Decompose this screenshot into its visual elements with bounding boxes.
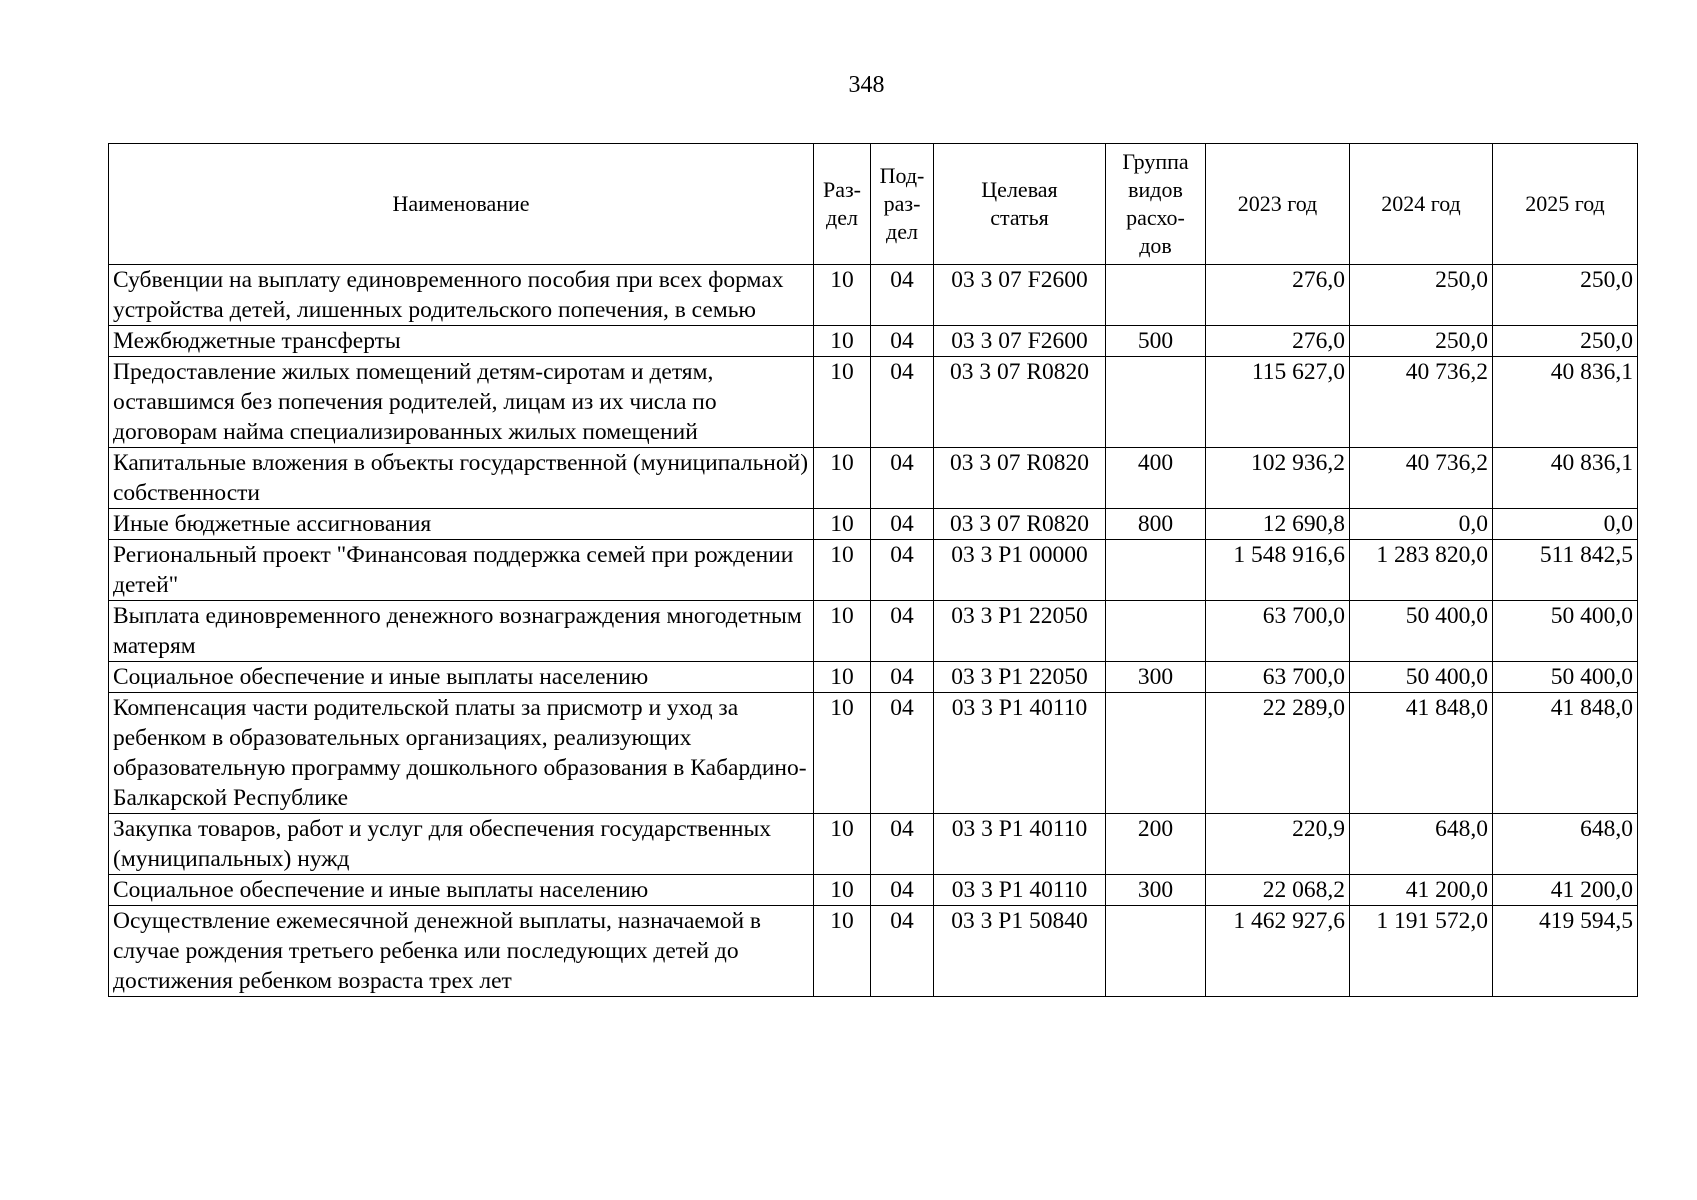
row-2023: 115 627,0 <box>1206 357 1350 448</box>
row-2024: 648,0 <box>1350 814 1493 875</box>
row-target: 03 3 P1 50840 <box>934 906 1106 997</box>
row-2023: 63 700,0 <box>1206 662 1350 693</box>
row-2024: 50 400,0 <box>1350 601 1493 662</box>
row-2024: 1 283 820,0 <box>1350 540 1493 601</box>
row-section: 10 <box>814 540 871 601</box>
row-section: 10 <box>814 448 871 509</box>
row-section: 10 <box>814 814 871 875</box>
row-target: 03 3 07 R0820 <box>934 357 1106 448</box>
row-2024: 41 848,0 <box>1350 693 1493 814</box>
row-subsection: 04 <box>871 906 934 997</box>
header-subsection: Под- раз- дел <box>871 144 934 265</box>
row-subsection: 04 <box>871 693 934 814</box>
row-2025: 50 400,0 <box>1493 662 1638 693</box>
header-year-2025: 2025 год <box>1493 144 1638 265</box>
row-2023: 1 548 916,6 <box>1206 540 1350 601</box>
row-group: 500 <box>1106 326 1206 357</box>
row-group: 300 <box>1106 875 1206 906</box>
row-target: 03 3 P1 00000 <box>934 540 1106 601</box>
row-group: 400 <box>1106 448 1206 509</box>
row-2025: 250,0 <box>1493 265 1638 326</box>
row-2024: 50 400,0 <box>1350 662 1493 693</box>
row-2024: 40 736,2 <box>1350 448 1493 509</box>
table-row <box>109 601 1638 662</box>
table-header-row <box>109 144 1638 265</box>
row-2024: 250,0 <box>1350 265 1493 326</box>
row-2025: 419 594,5 <box>1493 906 1638 997</box>
row-2025: 40 836,1 <box>1493 448 1638 509</box>
row-subsection: 04 <box>871 662 934 693</box>
row-target: 03 3 07 F2600 <box>934 265 1106 326</box>
row-subsection: 04 <box>871 326 934 357</box>
row-section: 10 <box>814 601 871 662</box>
row-2025: 250,0 <box>1493 326 1638 357</box>
row-subsection: 04 <box>871 448 934 509</box>
row-2024: 0,0 <box>1350 509 1493 540</box>
row-target: 03 3 07 R0820 <box>934 509 1106 540</box>
row-section: 10 <box>814 357 871 448</box>
row-group: 300 <box>1106 662 1206 693</box>
row-section: 10 <box>814 662 871 693</box>
row-subsection: 04 <box>871 814 934 875</box>
row-group <box>1106 540 1206 601</box>
row-2025: 40 836,1 <box>1493 357 1638 448</box>
table-row <box>109 875 1638 906</box>
row-2023: 102 936,2 <box>1206 448 1350 509</box>
row-section: 10 <box>814 326 871 357</box>
row-name: Субвенции на выплату единовременного пособия при всех формах устройства детей, лишенных родительского попечения, в семью <box>109 265 814 326</box>
row-2025: 41 848,0 <box>1493 693 1638 814</box>
row-2025: 511 842,5 <box>1493 540 1638 601</box>
row-group: 800 <box>1106 509 1206 540</box>
row-target: 03 3 P1 40110 <box>934 875 1106 906</box>
row-name: Социальное обеспечение и иные выплаты населению <box>109 662 814 693</box>
row-name: Закупка товаров, работ и услуг для обеспечения государственных (муниципальных) нужд <box>109 814 814 875</box>
row-target: 03 3 P1 40110 <box>934 693 1106 814</box>
row-target: 03 3 07 F2600 <box>934 326 1106 357</box>
row-name: Социальное обеспечение и иные выплаты населению <box>109 875 814 906</box>
header-expense-group: Группа видов расхо- дов <box>1106 144 1206 265</box>
header-section: Раз- дел <box>814 144 871 265</box>
row-2023: 22 289,0 <box>1206 693 1350 814</box>
row-name: Капитальные вложения в объекты государственной (муниципальной) собственности <box>109 448 814 509</box>
row-name: Региональный проект "Финансовая поддержка семей при рождении детей" <box>109 540 814 601</box>
row-section: 10 <box>814 875 871 906</box>
row-2025: 0,0 <box>1493 509 1638 540</box>
budget-table <box>108 143 1638 997</box>
table-row <box>109 326 1638 357</box>
row-2023: 63 700,0 <box>1206 601 1350 662</box>
row-2023: 12 690,8 <box>1206 509 1350 540</box>
row-2025: 648,0 <box>1493 814 1638 875</box>
row-name: Предоставление жилых помещений детям-сиротам и детям, оставшимся без попечения родителей, лицам из их числа по договорам найма специализированных жилых помещений <box>109 357 814 448</box>
row-section: 10 <box>814 906 871 997</box>
header-year-2023: 2023 год <box>1206 144 1350 265</box>
row-group <box>1106 601 1206 662</box>
row-name: Осуществление ежемесячной денежной выплаты, назначаемой в случае рождения третьего ребенка или последующих детей до достижения ребенком возраста трех лет <box>109 906 814 997</box>
table-row <box>109 357 1638 448</box>
row-2023: 276,0 <box>1206 326 1350 357</box>
row-subsection: 04 <box>871 509 934 540</box>
row-target: 03 3 P1 40110 <box>934 814 1106 875</box>
row-name: Иные бюджетные ассигнования <box>109 509 814 540</box>
table-row <box>109 662 1638 693</box>
row-2024: 250,0 <box>1350 326 1493 357</box>
table-row <box>109 265 1638 326</box>
row-2025: 50 400,0 <box>1493 601 1638 662</box>
header-target-article: Целевая статья <box>934 144 1106 265</box>
row-subsection: 04 <box>871 357 934 448</box>
row-2024: 40 736,2 <box>1350 357 1493 448</box>
row-subsection: 04 <box>871 875 934 906</box>
row-2023: 22 068,2 <box>1206 875 1350 906</box>
row-group <box>1106 693 1206 814</box>
row-name: Компенсация части родительской платы за присмотр и уход за ребенком в образовательных организациях, реализующих образовательную программу дошкольного образования в Кабардино-Балкарской Республике <box>109 693 814 814</box>
row-2025: 41 200,0 <box>1493 875 1638 906</box>
table-row <box>109 693 1638 814</box>
table-row <box>109 540 1638 601</box>
row-target: 03 3 P1 22050 <box>934 662 1106 693</box>
header-name: Наименование <box>109 144 814 265</box>
row-2023: 220,9 <box>1206 814 1350 875</box>
row-name: Выплата единовременного денежного вознаграждения многодетным матерям <box>109 601 814 662</box>
table-row <box>109 448 1638 509</box>
row-group <box>1106 906 1206 997</box>
row-group <box>1106 357 1206 448</box>
table-row <box>109 509 1638 540</box>
row-subsection: 04 <box>871 601 934 662</box>
table-row <box>109 906 1638 997</box>
row-2024: 1 191 572,0 <box>1350 906 1493 997</box>
row-name: Межбюджетные трансферты <box>109 326 814 357</box>
row-subsection: 04 <box>871 265 934 326</box>
row-group: 200 <box>1106 814 1206 875</box>
row-section: 10 <box>814 693 871 814</box>
page-number: 348 <box>848 72 885 98</box>
row-2024: 41 200,0 <box>1350 875 1493 906</box>
row-target: 03 3 07 R0820 <box>934 448 1106 509</box>
table-row <box>109 814 1638 875</box>
row-2023: 276,0 <box>1206 265 1350 326</box>
row-group <box>1106 265 1206 326</box>
row-section: 10 <box>814 265 871 326</box>
row-section: 10 <box>814 509 871 540</box>
row-subsection: 04 <box>871 540 934 601</box>
row-target: 03 3 P1 22050 <box>934 601 1106 662</box>
header-year-2024: 2024 год <box>1350 144 1493 265</box>
row-2023: 1 462 927,6 <box>1206 906 1350 997</box>
